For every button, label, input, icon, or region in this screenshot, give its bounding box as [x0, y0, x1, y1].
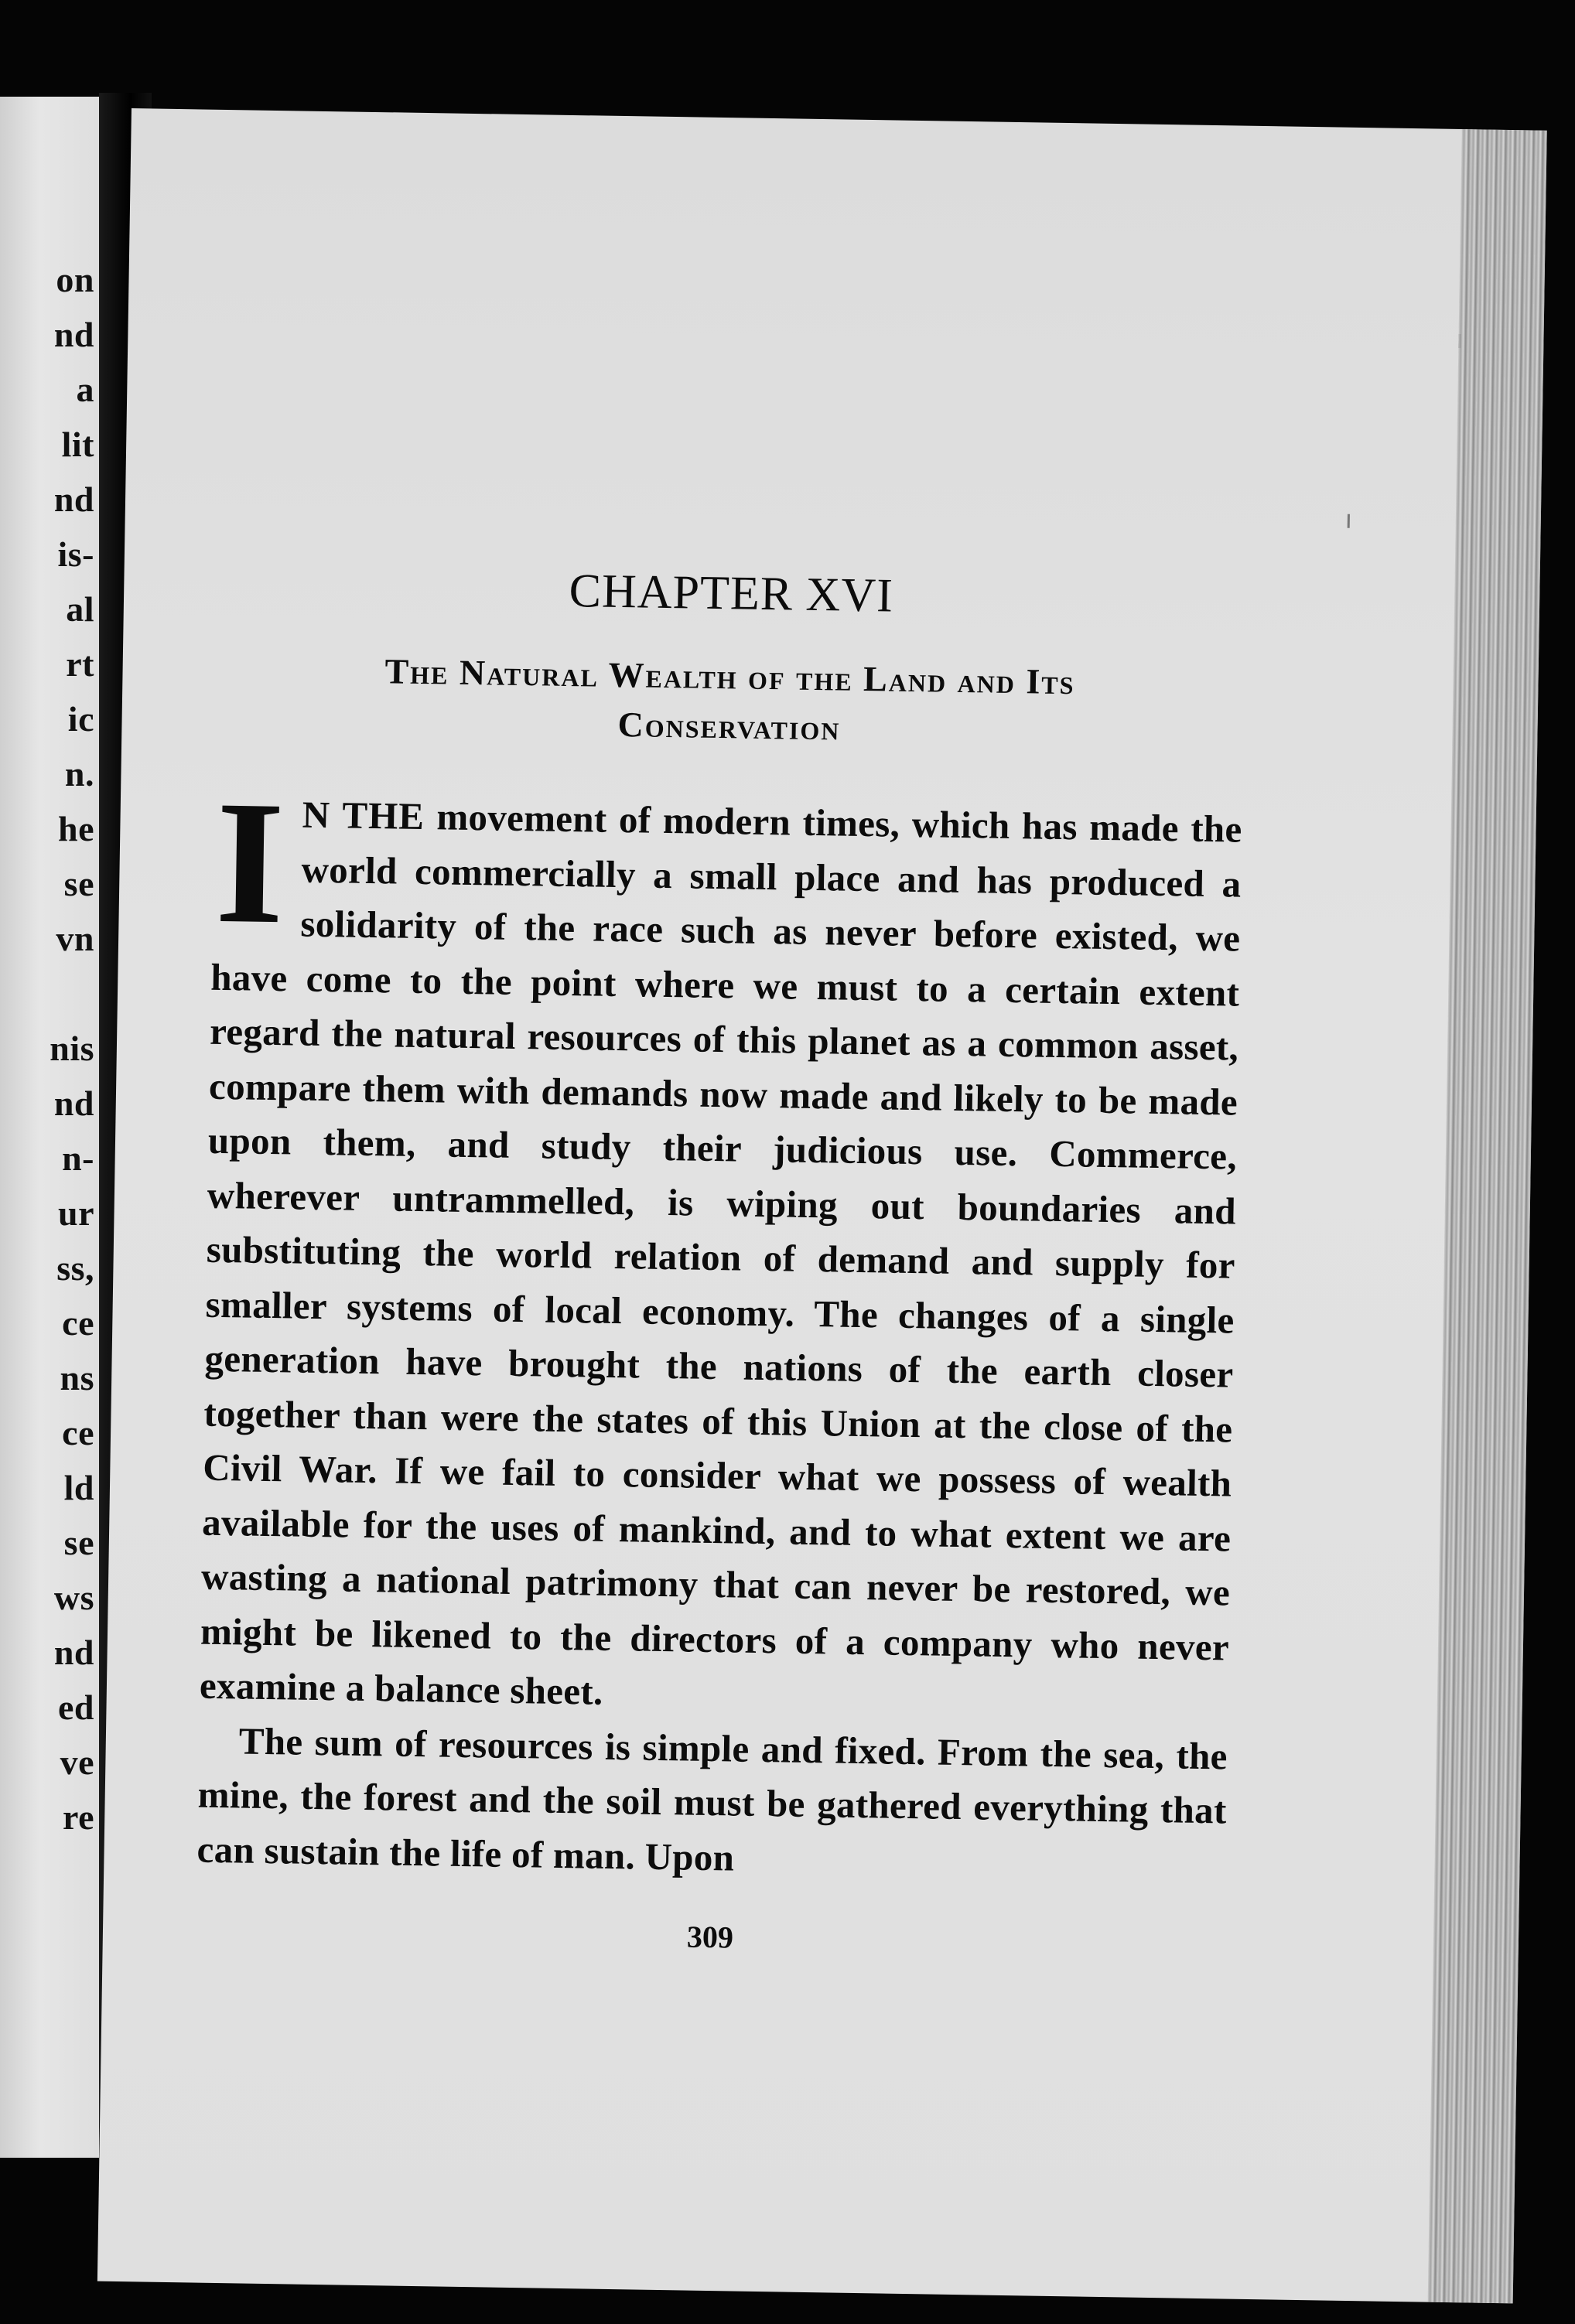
previous-page-line-fragment: nd — [53, 1084, 94, 1123]
page-number: 309 — [686, 1919, 734, 1955]
previous-page-line-fragment: n. — [64, 754, 94, 793]
page-edges — [1428, 129, 1547, 2303]
previous-page-line-fragment: ws — [53, 1578, 94, 1617]
previous-page-line-fragment: ic — [67, 699, 94, 739]
previous-page-line-fragment: ed — [58, 1688, 94, 1727]
previous-page-line-fragment: vn — [56, 919, 94, 958]
previous-page-line-fragment: al — [66, 589, 94, 629]
previous-page-edge — [0, 97, 99, 2158]
paragraph-2: The sum of resources is simple and fixed. From the sea, the mine, the forest and the soil must be gathered everything that can sustain the life of man. Upon — [196, 1718, 1228, 1879]
scan-speck — [1348, 514, 1350, 528]
previous-page-line-fragment: ur — [58, 1193, 94, 1233]
subtitle-line-1: The Natural Wealth of the Land and Its — [384, 651, 1075, 702]
chapter-subtitle — [214, 644, 1245, 759]
previous-page-line-fragment: ve — [60, 1742, 94, 1782]
previous-page-line-fragment: ss, — [56, 1248, 94, 1288]
page-content — [196, 558, 1246, 1964]
previous-page-line-fragment: nd — [53, 315, 94, 354]
previous-page-line-fragment: on — [56, 260, 94, 299]
previous-page-line-fragment: se — [63, 864, 94, 903]
previous-page-line-fragment: ns — [60, 1358, 94, 1397]
previous-page-line-fragment: se — [63, 1523, 94, 1562]
previous-page-line-fragment: n- — [62, 1138, 94, 1178]
paragraph-1 — [199, 764, 1242, 1729]
subtitle-line-2: Conservation — [617, 704, 841, 748]
previous-page-line-fragment: a — [76, 370, 94, 409]
previous-page-line-fragment: nd — [53, 479, 94, 519]
previous-page-line-fragment: nd — [53, 1633, 94, 1672]
previous-page-line-fragment: lit — [61, 425, 94, 464]
previous-page-line-fragment: he — [58, 809, 94, 848]
previous-page-line-fragment: ce — [62, 1303, 94, 1343]
previous-page-line-fragment: re — [62, 1797, 94, 1837]
previous-page-line-fragment: is- — [57, 534, 94, 574]
previous-page-line-fragment: ce — [62, 1413, 94, 1452]
book-page — [97, 108, 1547, 2303]
previous-page-line-fragment: ld — [63, 1468, 94, 1507]
lead-in: N THE — [302, 793, 425, 838]
previous-page-line-fragment: nis — [50, 1029, 94, 1068]
previous-page-line-fragment: rt — [66, 644, 94, 684]
drop-cap: I — [214, 764, 286, 961]
chapter-title: CHAPTER XVI — [569, 564, 894, 623]
paragraph-1-text: movement of modern times, which has made the world commercially a small place and has produced a solidarity of the race such as never before existed, we have come to the point where we must to a certain extent regard the natural resources of this planet as a common asset, compare them with demands now made and likely to be made upon them, and study their judicious use. Commerce, wherever untrammelled, is wiping out boundaries and substituting the world relation of demand and supply for smaller systems of local economy. The changes of a single generation have brought the nations of the earth closer together than were the states of this Union at the close of the Civil War. If we fail to consider what we possess of wealth available for the uses of mankind, and to what extent we are wasting a national patrimony that can never be restored, we might be likened to the directors of a company who never examine a balance sheet. — [199, 795, 1242, 1713]
